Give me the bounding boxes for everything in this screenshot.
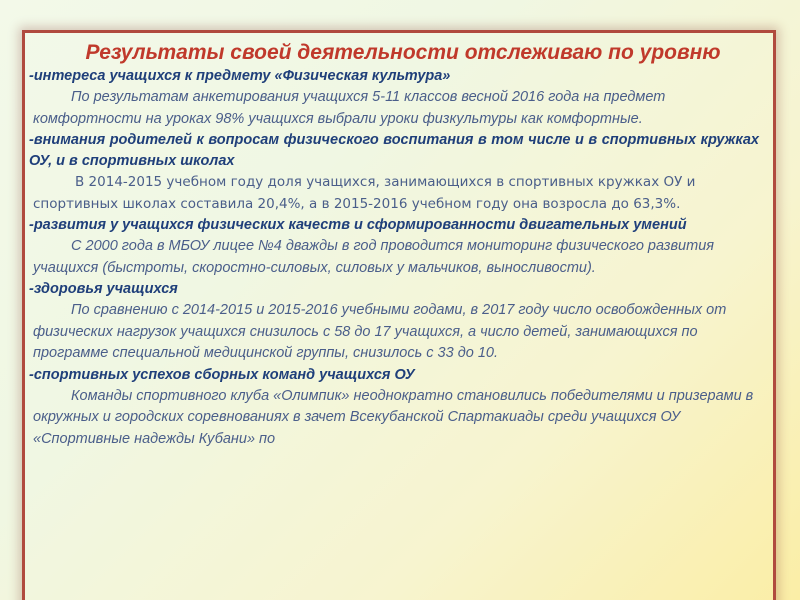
section-text-physical-development: С 2000 года в МБОУ лицее №4 дважды в год проводится мониторинг физического развития учащихся (быстроты, скоростно-силовых, силовых у мальчиков, выносливости). [33,238,714,276]
section-heading-parents: -внимания родителей к вопросам физического воспитания в том числе и в спортивных кружках ОУ, и в спортивных школах [29,132,759,169]
slide-content [25,33,773,450]
section-heading-interest: -интереса учащихся к предмету «Физическая культура» [29,68,451,84]
section-text-health: По сравнению с 2014-2015 и 2015-2016 учебными годами, в 2017 году число освобожденных от физических нагрузок учащихся снизилось с 58 до 17 учащихся, а число детей, занимающихся по программе специальной медицинской группы, снизилось с 33 до 10. [33,302,727,361]
section-heading-physical-development: -развития у учащихся физических качеств и сформированности двигательных умений [29,217,687,233]
slide-frame [22,30,776,600]
section-text-interest: По результатам анкетирования учащихся 5-11 классов весной 2016 года на предмет комфортности на уроках 98% учащихся выбрали уроки физкультуры как комфортные. [33,89,666,127]
section-text-sport-success: Команды спортивного клуба «Олимпик» неоднократно становились победителями и призерами в окружных и городских соревнованиях в зачет Всекубанской Спартакиады среди учащихся ОУ «Спортивные надежды Кубани» по [33,387,754,447]
section-heading-health: -здоровья учащихся [29,281,178,297]
section-heading-sport-success: -спортивных успехов сборных команд учащихся ОУ [29,366,415,383]
slide-title: Результаты своей деятельности отслеживаю по уровню [85,41,721,64]
section-text-parents: В 2014-2015 учебном году доля учащихся, занимающихся в спортивных кружках ОУ и спортивных школах составила 20,4%, а в 2015-2016 учебном году она возросла до 63,3%. [33,174,696,212]
